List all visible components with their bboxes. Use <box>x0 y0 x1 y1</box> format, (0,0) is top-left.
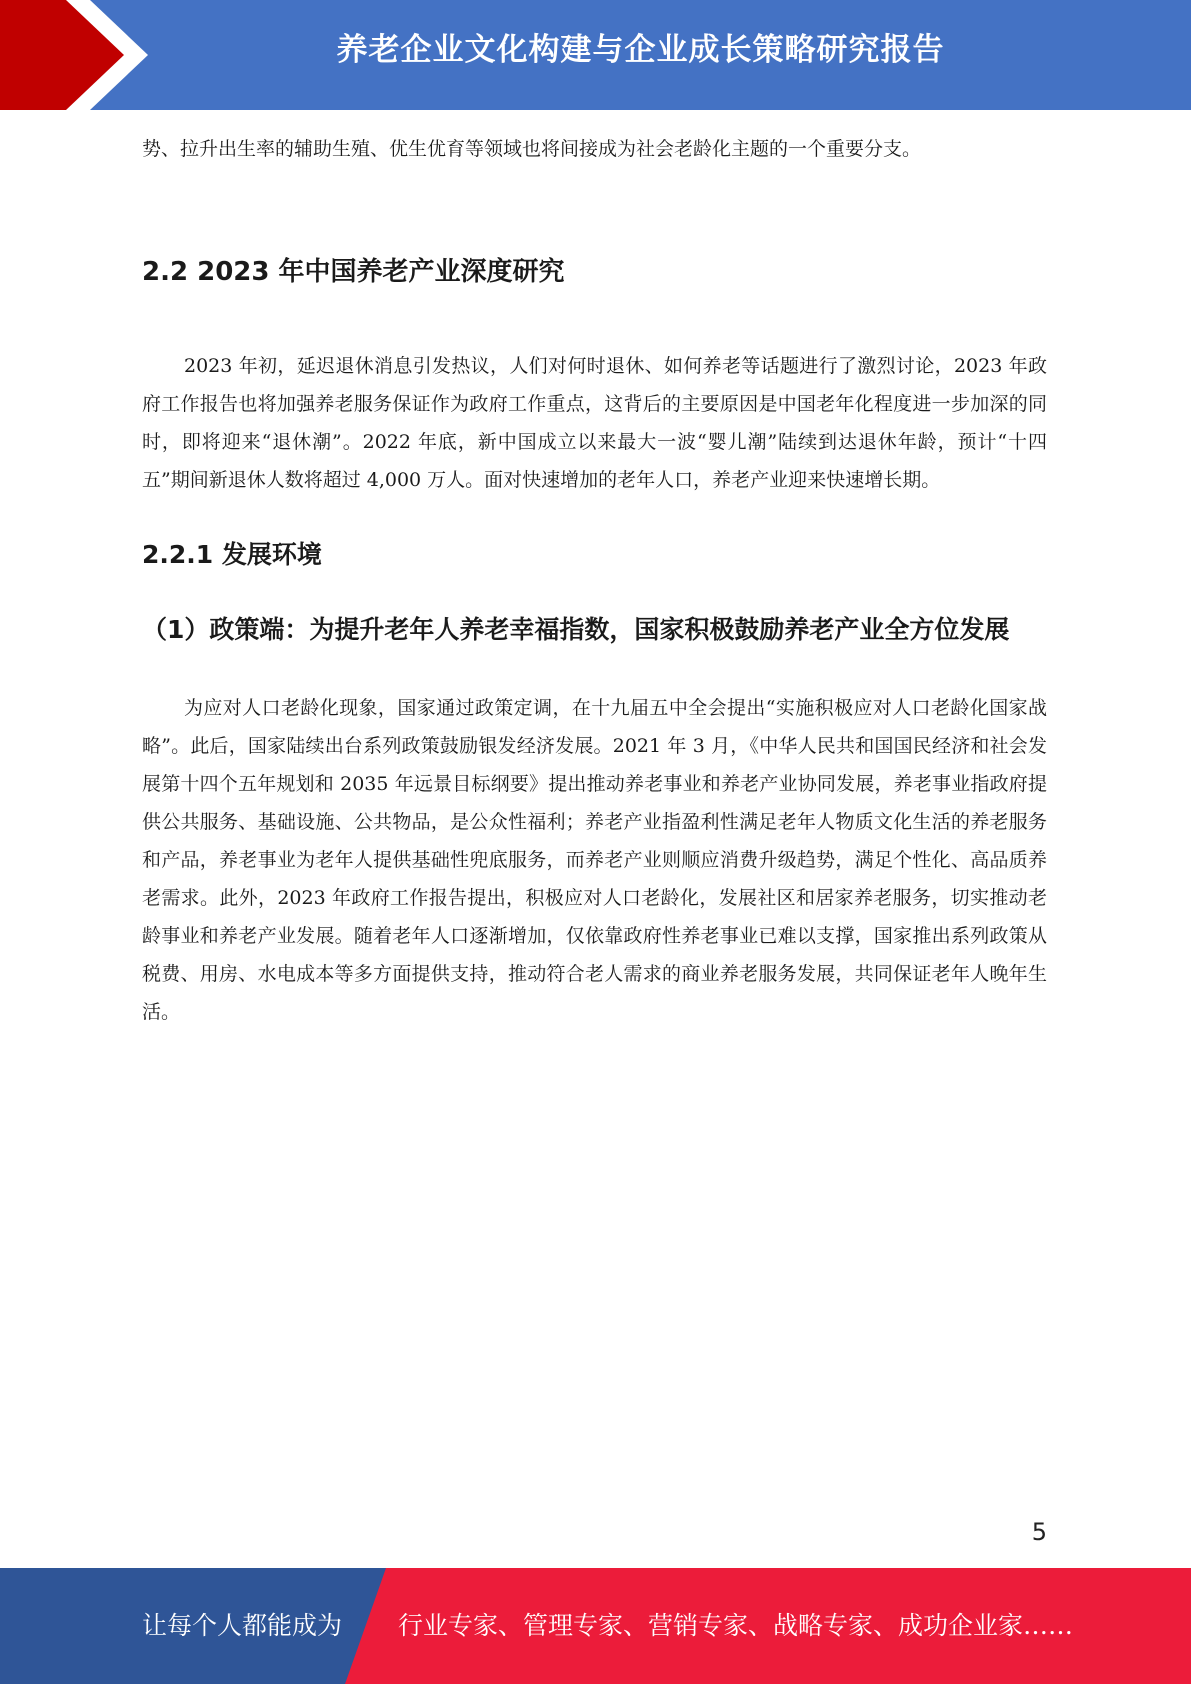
page-footer <box>0 1568 1191 1684</box>
section-2-2-paragraph: 2023 年初，延迟退休消息引发热议，人们对何时退休、如何养老等话题进行了激烈讨论，2023 年政府工作报告也将加强养老服务保证作为政府工作重点，这背后的主要原因是中国老年化程度进一步加深的同时，即将迎来“退休潮”。2022 年底，新中国成立以来最大一波“婴儿潮”陆续到达退休年龄，预计“十四五”期间新退休人数将超过 4,000 万人。面对快速增加的老年人口，养老产业迎来快速增长期。 <box>142 355 1047 491</box>
intro-continuation-paragraph: 势、拉升出生率的辅助生殖、优生优育等领域也将间接成为社会老龄化主题的一个重要分支。 <box>142 138 922 160</box>
section-2-2-1-heading: 2.2.1 发展环境 <box>142 540 322 569</box>
footer-slogan-right: 行业专家、管理专家、营销专家、战略专家、成功企业家…… <box>398 1611 1074 1640</box>
policy-subsection-heading: （1）政策端：为提升老年人养老幸福指数，国家积极鼓励养老产业全方位发展 <box>142 615 1010 644</box>
header-arrow-decoration <box>0 0 160 110</box>
page-number: 5 <box>1031 1518 1047 1546</box>
page-header <box>0 0 1191 110</box>
section-2-2-heading: 2.2 2023 年中国养老产业深度研究 <box>142 257 565 287</box>
policy-subsection-paragraph: 为应对人口老龄化现象，国家通过政策定调，在十九届五中全会提出“实施积极应对人口老龄化国家战略”。此后，国家陆续出台系列政策鼓励银发经济发展。2021 年 3 月，《中华人民共和国国民经济和社会发展第十四个五年规划和 2035 年远景目标纲要》提出推动养老事业和养老产业协同发展，养老事业指政府提供公共服务、基础设施、公共物品，是公众性福利；养老产业指盈利性满足老年人物质文化生活的养老服务和产品，养老事业为老年人提供基础性兜底服务，而养老产业则顺应消费升级趋势，满足个性化、高品质养老需求。此外，2023 年政府工作报告提出，积极应对人口老龄化，发展社区和居家养老服务，切实推动老龄事业和养老产业发展。随着老年人口逐渐增加，仅依靠政府性养老事业已难以支撑，国家推出系列政策从税费、用房、水电成本等多方面提供支持，推动符合老人需求的商业养老服务发展，共同保证老年人晚年生活。 <box>142 697 1047 1023</box>
footer-slogan-left: 让每个人都能成为 <box>142 1611 343 1640</box>
header-title: 养老企业文化构建与企业成长策略研究报告 <box>336 32 945 68</box>
document-body <box>142 130 1047 1031</box>
